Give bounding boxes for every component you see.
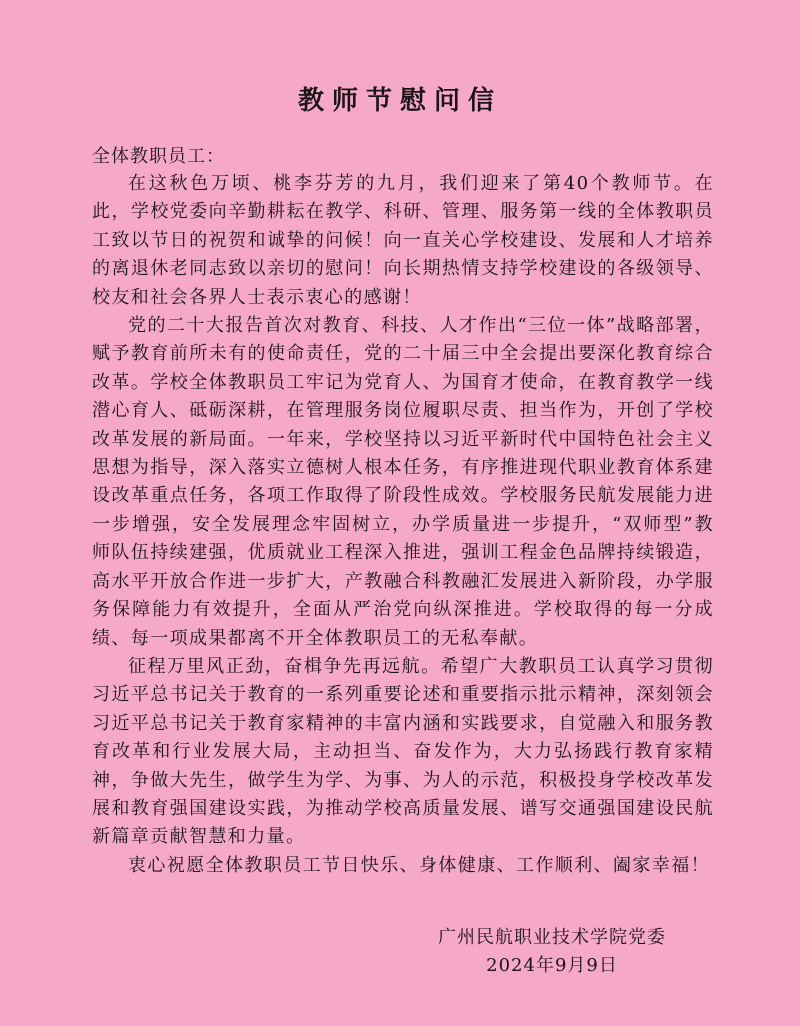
letter-salutation: 全体教职员工： [92,146,225,167]
paragraph-wishes: 衷心祝愿全体教职员工节日快乐、身体健康、工作顺利、阖家幸福！ [128,854,710,876]
letter-signature [412,924,692,980]
paragraph-expectations: 征程万里风正劲，奋楫争先再远航。希望广大教职员工认真学习贯彻习近平总书记关于教育的一系列重要论述和重要指示批示精神，深刻领会习近平总书记关于教育家精神的丰富内涵和实践要求，自觉融入和服务教育改革和行业发展大局，主动担当、奋发作为，大力弘扬践行教育家精神，争做大先生，做学生为学、为事、为人的示范，积极投身学校改革发展和教育强国建设实践，为推动学校高质量发展、谱写交通强国建设民航新篇章贡献智慧和力量。 [92,655,714,848]
signature-date: 2024年9月9日 [486,955,618,976]
paragraph-greeting: 在这秋色万顷、桃李芬芳的九月，我们迎来了第40个教师节。在此，学校党委向辛勤耕耘在教学、科研、管理、服务第一线的全体教职员工致以节日的祝贺和诚挚的问候！向一直关心学校建设、发展和人才培养的离退休老同志致以亲切的慰问！向长期热情支持学校建设的各级领导、校友和社会各界人士表示衷心的感谢！ [92,173,714,308]
signature-organization: 广州民航职业技术学院党委 [438,927,666,948]
paragraph-achievements: 党的二十大报告首次对教育、科技、人才作出“三位一体”战略部署，赋予教育前所未有的使命责任，党的二十届三中全会提出要深化教育综合改革。学校全体教职员工牢记为党育人、为国育才使命，在教育教学一线潜心育人、砥砺深耕，在管理服务岗位履职尽责、担当作为，开创了学校改革发展的新局面。一年来，学校坚持以习近平新时代中国特色社会主义思想为指导，深入落实立德树人根本任务，有序推进现代职业教育体系建设改革重点任务，各项工作取得了阶段性成效。学校服务民航发展能力进一步增强，安全发展理念牢固树立，办学质量进一步提升，“双师型”教师队伍持续建强，优质就业工程深入推进，强训工程金色品牌持续锻造，高水平开放合作进一步扩大，产教融合科教融汇发展进入新阶段，办学服务保障能力有效提升，全面从严治党向纵深推进。学校取得的每一分成绩、每一项成果都离不开全体教职员工的无私奉献。 [92,315,714,649]
letter-body [92,170,714,880]
letter-title: 教师节慰问信 [297,86,502,116]
